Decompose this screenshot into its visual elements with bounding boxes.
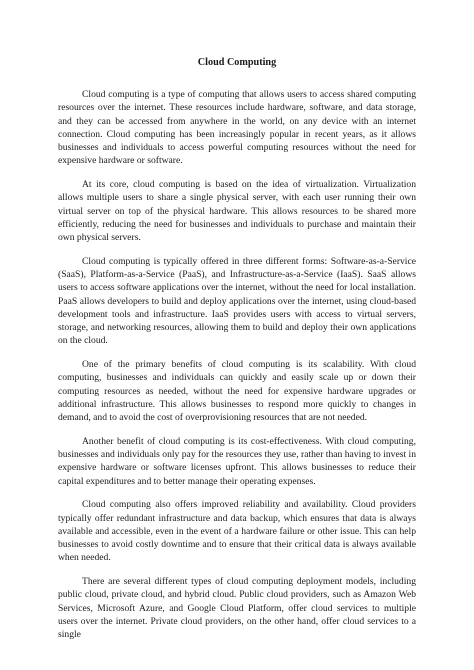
paragraph-reliability: Cloud computing also offers improved reliability and availability. Cloud providers typically offer redundant infrastructure and data backup, which ensures that data is always available and accessible, even in the event of a hardware failure or other issue. This can help businesses to avoid costly downtime and to ensure that their critical data is always available when needed. — [58, 499, 416, 564]
paragraph-virtualization: At its core, cloud computing is based on the idea of virtualization. Virtualization allows multiple users to share a single physical server, with each user running their own virtual server on top of the physical hardware. This allows resources to be shared more efficiently, reducing the need for businesses and individuals to purchase and maintain their own physical servers. — [58, 179, 416, 243]
paragraph-service-models: Cloud computing is typically offered in three different forms: Software-as-a-Service (SaaS), Platform-as-a-Service (PaaS), and Infrastructure-as-a-Service (IaaS). SaaS allows users to access software applications over the internet, without the need for local installation. PaaS allows developers to build and deploy applications over the internet, using cloud-based development tools and infrastructure. IaaS provides users with access to virtual servers, storage, and networking resources, allowing them to build and deploy their own applications on the cloud. — [58, 255, 416, 347]
document-title: Cloud Computing — [197, 57, 277, 68]
paragraph-intro: Cloud computing is a type of computing that allows users to access shared computing resources over the internet. These resources include hardware, software, and data storage, and they can be accessed from anywhere in the world, on any device with an internet connection. Cloud computing has been increasingly popular in recent years, as it allows businesses and individuals to access powerful computing resources without the need for expensive hardware or software. — [58, 89, 416, 167]
paragraph-deployment-models: There are several different types of cloud computing deployment models, including public cloud, private cloud, and hybrid cloud. Public cloud providers, such as Amazon Web Services, Microsoft Azure, and Google Cloud Platform, offer cloud services to multiple users over the internet. Private cloud providers, on the other hand, offer cloud services to a single — [58, 576, 416, 640]
paragraph-cost-effectiveness: Another benefit of cloud computing is its cost-effectiveness. With cloud computing, businesses and individuals only pay for the resources they use, rather than having to invest in expensive hardware or software licenses upfront. This allows businesses to reduce their capital expenditures and to better manage their operating expenses. — [58, 435, 416, 487]
paragraph-scalability: One of the primary benefits of cloud computing is its scalability. With cloud computing, businesses and individuals can quickly and easily scale up or down their computing resources as needed, without the need for expensive hardware upgrades or additional infrastructure. This allows businesses to respond more quickly to changes in demand, and to avoid the cost of overprovisioning resources that are not needed. — [58, 359, 416, 423]
